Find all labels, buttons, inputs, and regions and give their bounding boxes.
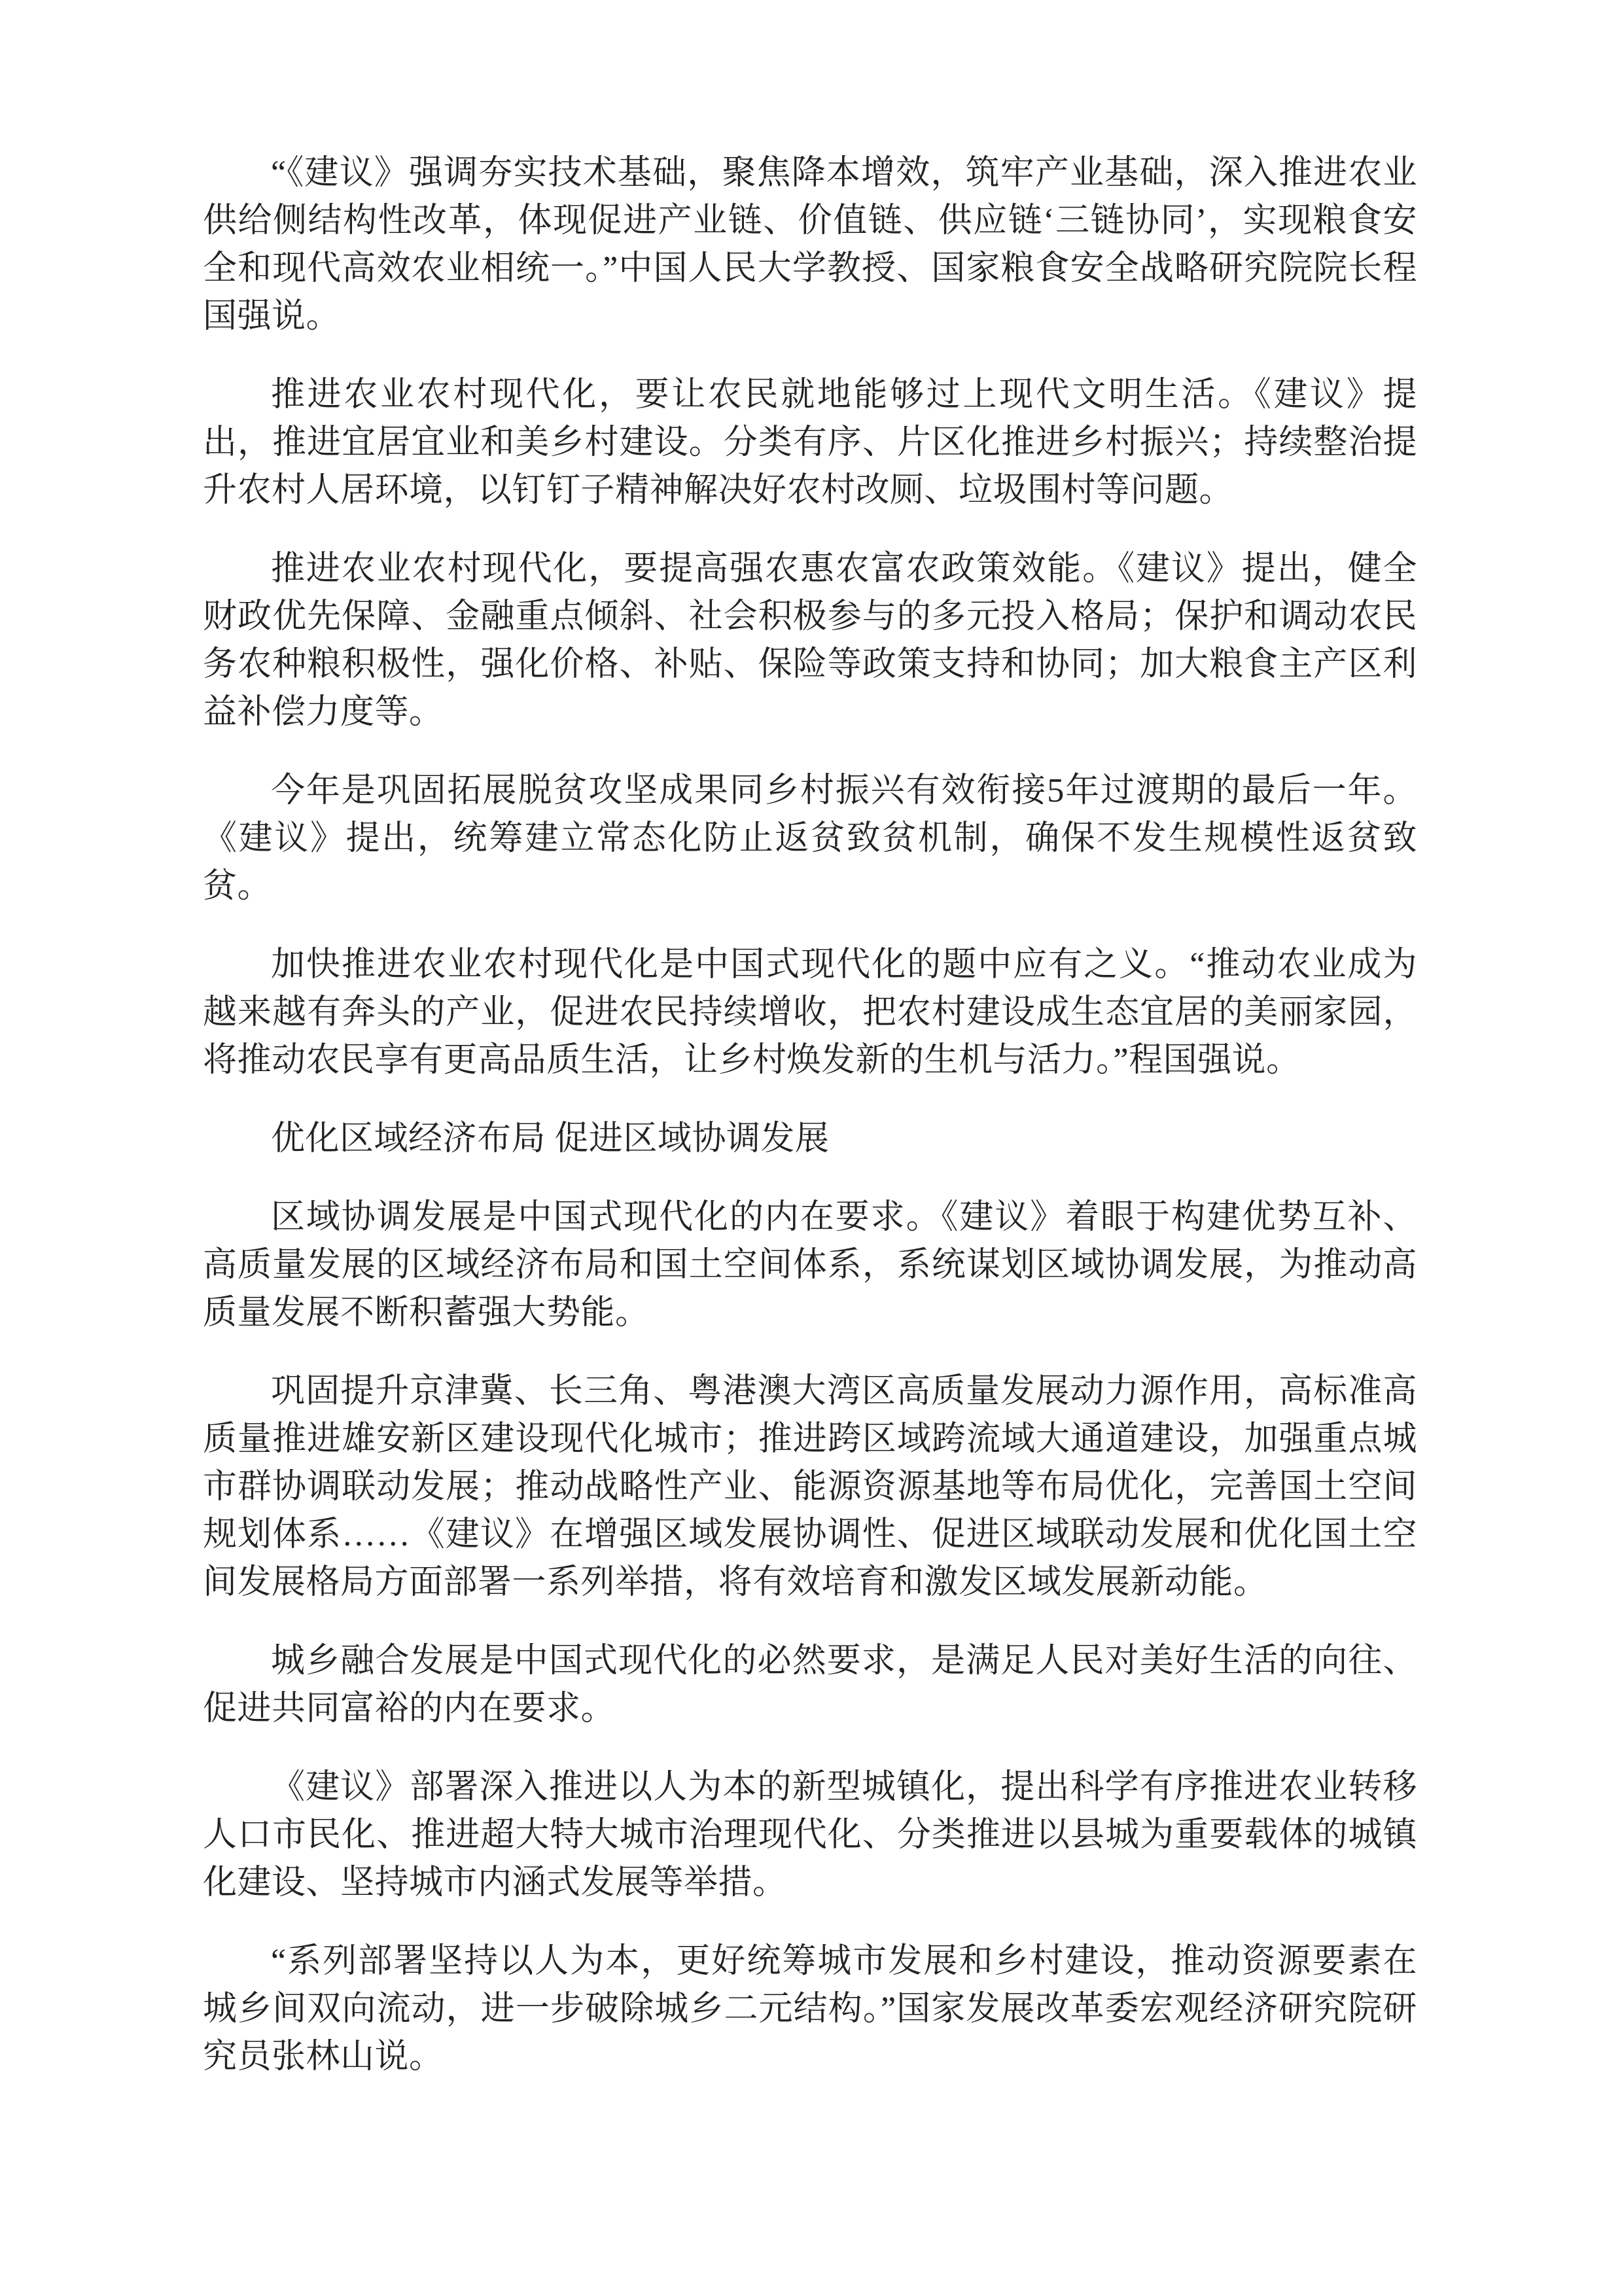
article-paragraph-8: 城乡融合发展是中国式现代化的必然要求，是满足人民对美好生活的向往、促进共同富裕的内在要求。	[203, 1642, 1417, 1727]
section-heading: 优化区域经济布局 促进区域协调发展	[271, 1120, 830, 1157]
article-paragraph-6: 区域协调发展是中国式现代化的内在要求。《建议》着眼于构建优势互补、高质量发展的区域经济布局和国土空间体系，系统谋划区域协调发展，为推动高质量发展不断积蓄强大势能。	[203, 1199, 1417, 1332]
article-paragraph-1: “《建议》强调夯实技术基础，聚焦降本增效，筑牢产业基础，深入推进农业供给侧结构性改革，体现促进产业链、价值链、供应链‘三链协同’，实现粮食安全和现代高效农业相统一。”中国人民大学教授、国家粮食安全战略研究院院长程国强说。	[203, 154, 1417, 335]
article-paragraph-9: 《建议》部署深入推进以人为本的新型城镇化，提出科学有序推进农业转移人口市民化、推进超大特大城市治理现代化、分类推进以县城为重要载体的城镇化建设、坚持城市内涵式发展等举措。	[203, 1769, 1417, 1901]
article-paragraph-3: 推进农业农村现代化，要提高强农惠农富农政策效能。《建议》提出，健全财政优先保障、金融重点倾斜、社会积极参与的多元投入格局；保护和调动农民务农种粮积极性，强化价格、补贴、保险等政策支持和协同；加大粮食主产区利益补偿力度等。	[203, 550, 1417, 731]
article-paragraph-2: 推进农业农村现代化，要让农民就地能够过上现代文明生活。《建议》提出，推进宜居宜业和美乡村建设。分类有序、片区化推进乡村振兴；持续整治提升农村人居环境，以钉钉子精神解决好农村改厕、垃圾围村等问题。	[203, 376, 1417, 509]
article-paragraph-4: 今年是巩固拓展脱贫攻坚成果同乡村振兴有效衔接5年过渡期的最后一年。《建议》提出，统筹建立常态化防止返贫致贫机制，确保不发生规模性返贫致贫。	[203, 772, 1417, 905]
article-paragraph-7: 巩固提升京津冀、长三角、粤港澳大湾区高质量发展动力源作用，高标准高质量推进雄安新区建设现代化城市；推进跨区域跨流域大通道建设，加强重点城市群协调联动发展；推动战略性产业、能源资源基地等布局优化，完善国土空间规划体系……《建议》在增强区域发展协调性、促进区域联动发展和优化国土空间发展格局方面部署一系列举措，将有效培育和激发区域发展新动能。	[203, 1373, 1417, 1601]
article-paragraph-10: “系列部署坚持以人为本，更好统筹城市发展和乡村建设，推动资源要素在城乡间双向流动，进一步破除城乡二元结构。”国家发展改革委宏观经济研究院研究员张林山说。	[203, 1943, 1417, 2075]
article-body	[203, 149, 1417, 2111]
article-paragraph-5: 加快推进农业农村现代化是中国式现代化的题中应有之义。“推动农业成为越来越有奔头的产业，促进农民持续增收，把农村建设成生态宜居的美丽家园，将推动农民享有更高品质生活，让乡村焕发新的生机与活力。”程国强说。	[203, 946, 1417, 1079]
